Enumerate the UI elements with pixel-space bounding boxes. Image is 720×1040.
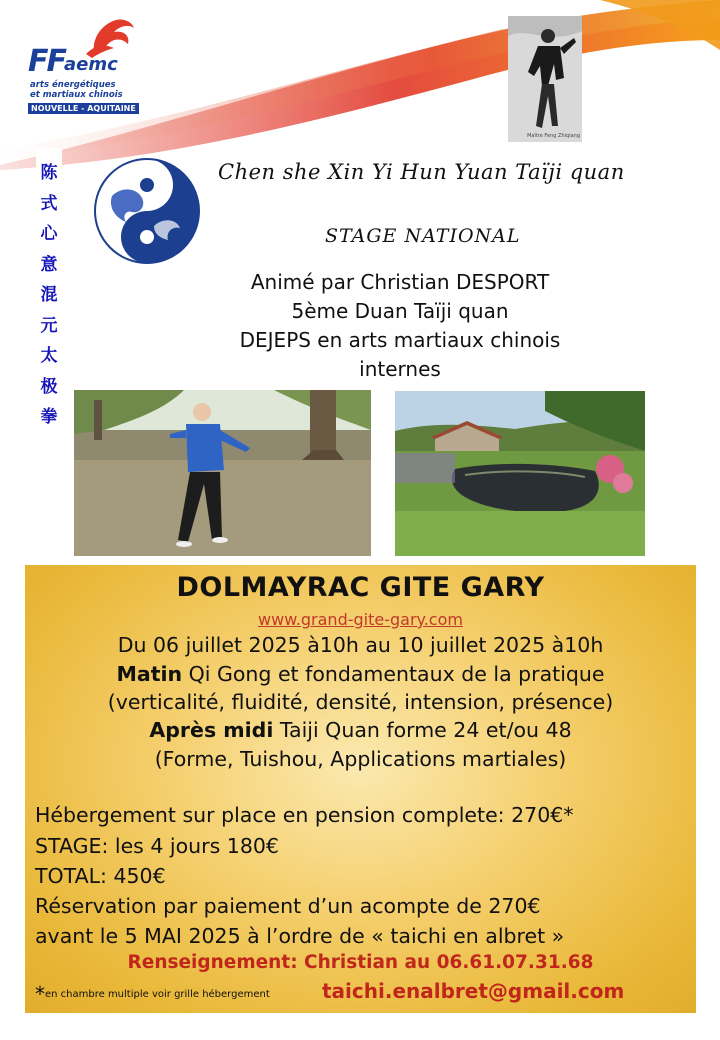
stage-dates: Du 06 juillet 2025 à10h au 10 juillet 2025 à10h [117,633,604,657]
logo-region: NOUVELLE - AQUITAINE [28,103,139,114]
chinese-char: 极 [40,376,58,397]
afternoon-label: Après midi [149,718,274,742]
contact-email-link[interactable]: taichi.enalbret@gmail.com [322,979,625,1003]
logo-aemc: aemc [64,54,118,75]
chinese-char: 混 [40,285,58,305]
logo-line1: arts énergétiques [30,80,116,90]
stage-price: STAGE: les 4 jours 180€ [35,834,279,858]
instructor-diploma-cont: internes [359,357,441,381]
reservation-info: Réservation par paiement d’un acompte de 270€ [35,894,541,918]
lodging-price: Hébergement sur place en pension complete: 270€* [35,803,574,827]
chinese-char: 元 [40,315,58,336]
yin-yang-dragon-icon [92,156,202,266]
total-price: TOTAL: 450€ [35,864,166,888]
chinese-char: 心 [40,224,58,244]
footnote-star: * [35,982,45,1006]
master-photo [508,16,582,142]
afternoon-text: Taiji Quan forme 24 et/ou 48 [273,718,572,742]
instructor-diploma: DEJEPS en arts martiaux chinois [239,328,561,352]
morning-details: (verticalité, fluidité, densité, intension, présence) [107,690,614,714]
lodging-footnote [35,982,270,1006]
footnote-text: en chambre multiple voir grille hébergement [45,989,270,1000]
logo-ff: FF [28,44,65,79]
style-title: Chen she Xin Yi Hun Yuan Taïji quan [218,160,625,184]
morning-label: Matin [116,662,183,686]
chinese-char: 式 [40,193,58,214]
logo-dragon-icon [84,14,136,58]
morning-text: Qi Gong et fondamentaux de la pratique [182,662,605,686]
instructor-line: Animé par Christian DESPORT [250,270,550,294]
instructor-block [200,268,600,384]
practitioner-photo [74,390,371,556]
chinese-char: 拳 [40,407,58,427]
chinese-char: 意 [40,254,58,275]
chinese-title-column [36,148,62,434]
instructor-grade: 5ème Duan Taïji quan [291,299,509,323]
venue-website-link[interactable]: www.grand-gite-gary.com [258,610,463,629]
stage-title: STAGE NATIONAL [325,225,521,247]
afternoon-details: (Forme, Tuishou, Applications martiales) [154,747,567,771]
chinese-char: 陈 [40,163,58,183]
gite-garden-photo [395,391,645,556]
master-figure-icon [508,16,582,142]
contact-phone: Renseignement: Christian au 06.61.07.31.68 [127,952,594,973]
venue-title: DOLMAYRAC GITE GARY [176,572,545,603]
master-photo-caption: Maître Feng Zhiqiang [527,133,580,139]
reservation-deadline: avant le 5 MAI 2025 à l’ordre de « taichi en albret » [35,924,565,948]
afternoon-program [25,718,696,742]
chinese-char: 太 [40,346,58,366]
ffaemc-logo [28,14,138,114]
morning-program [25,662,696,686]
logo-line2: et martiaux chinois [30,90,123,100]
